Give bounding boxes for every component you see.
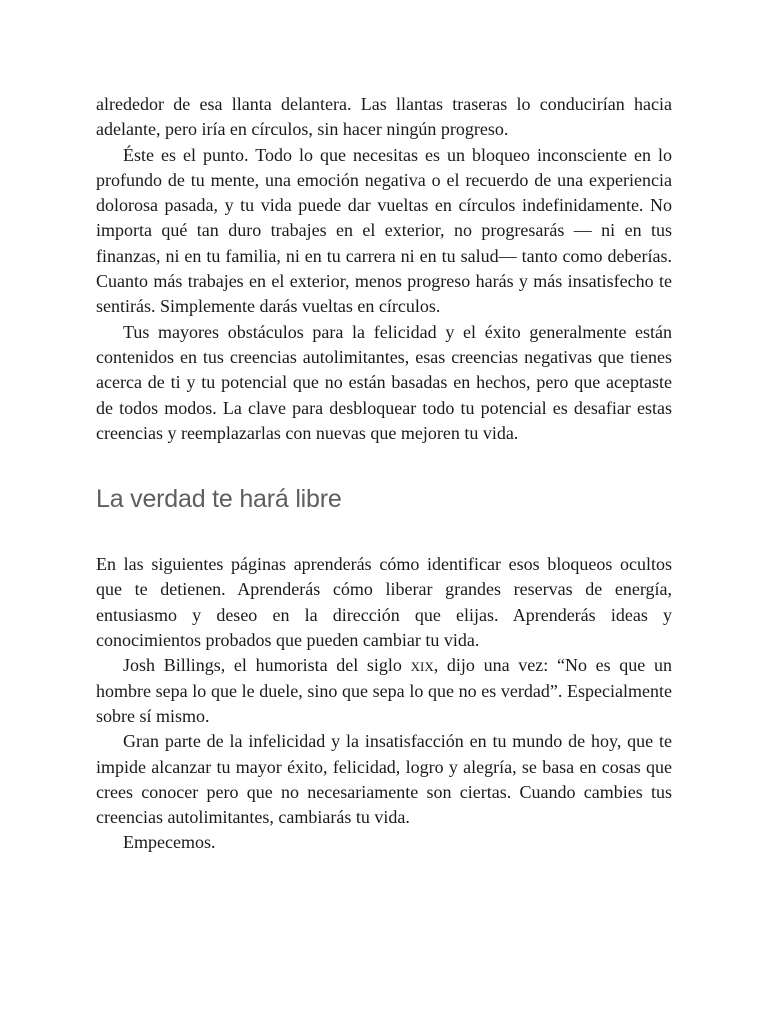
page-body xyxy=(96,92,672,856)
paragraph-unhappiness: Gran parte de la infelicidad y la insatisfacción en tu mundo de hoy, que te impide alcanzar tu mayor éxito, felicidad, logro y alegría, se basa en cosas que crees conocer pero que no necesariamente son ciertas. Cuando cambies tus creencias autolimitantes, cambiarás tu vida. xyxy=(96,731,672,828)
paragraph-unconscious-block: Éste es el punto. Todo lo que necesitas es un bloqueo inconsciente en lo profundo de tu mente, una emoción negativa o el recuerdo de una experiencia dolorosa pasada, y tu vida puede dar vueltas en círculos indefinidamente. No importa qué tan duro trabajes en el exterior, no progresarás — ni en tus finanzas, ni en tu familia, ni en tu carrera ni en tu salud— tanto como deberías. Cuanto más trabajes en el exterior, menos progreso harás y más insatisfecho te sentirás. Simplemente darás vueltas en círculos. xyxy=(96,144,672,317)
section-heading: La verdad te hará libre xyxy=(96,485,342,514)
paragraph-self-limiting-beliefs: Tus mayores obstáculos para la felicidad y el éxito generalmente están contenidos en tus creencias autolimitantes, esas creencias negativas que tienes acerca de ti y tu potencial que no están basadas en hechos, pero que aceptaste de todos modos. La clave para desbloquear todo tu potencial es desafiar estas creencias y reemplazarlas con nuevas que mejoren tu vida. xyxy=(96,321,672,443)
paragraph-front-wheel: alrededor de esa llanta delantera. Las llantas traseras lo conducirían hacia adelante, pero iría en círculos, sin hacer ningún progreso. xyxy=(96,94,672,140)
century-numeral: xix xyxy=(410,655,434,676)
paragraph-josh-billings: Josh Billings, el humorista del siglo xix, dijo una vez: “No es que un hombre sepa lo que le duele, sino que sepa lo que no es verdad”. Especialmente sobre sí mismo. xyxy=(96,655,672,726)
paragraph-next-pages: En las siguientes páginas aprenderás cómo identificar esos bloqueos ocultos que te detienen. Aprenderás cómo liberar grandes reservas de energía, entusiasmo y deseo en la dirección que elijas. Aprenderás ideas y conocimientos probados que pueden cambiar tu vida. xyxy=(96,554,672,651)
paragraph-lets-begin: Empecemos. xyxy=(123,832,216,853)
